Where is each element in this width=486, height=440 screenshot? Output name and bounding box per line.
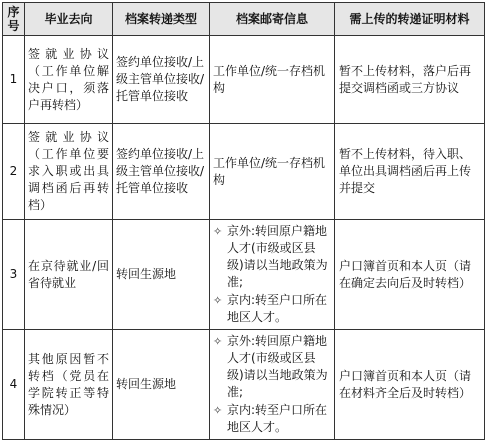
row-number: 3 <box>3 220 25 330</box>
bullet-text: 京内:转至户口所在地区人才。 <box>227 402 328 434</box>
row-materials: 暂不上传材料，待入职、单位出具调档函后再上传并提交 <box>335 124 485 220</box>
table-row <box>3 124 485 220</box>
row-number: 1 <box>3 36 25 124</box>
row-destination: 签就业协议（工作单位解决户口，须落户再转档） <box>25 36 113 124</box>
diamond-star-icon: ✧ <box>213 293 223 307</box>
row-transfer-type: 签约单位接收/上级主管单位接收/托管单位接收 <box>113 124 210 220</box>
archive-transfer-table <box>2 2 485 440</box>
header-destination: 毕业去向 <box>25 3 113 36</box>
row-mailing-info: 工作单位/统一存档机构 <box>210 124 335 220</box>
bullet-text: 京内:转至户口所在地区人才。 <box>227 292 328 324</box>
table-row <box>3 220 485 330</box>
row-mailing-info: 工作单位/统一存档机构 <box>210 36 335 124</box>
mailing-bullet-list <box>213 223 331 326</box>
row-destination: 其他原因暂不转档（党员在学院转正等特殊情况） <box>25 330 113 440</box>
list-item <box>213 292 331 326</box>
row-materials: 户口簿首页和本人页（请在材料齐全后及时转档） <box>335 330 485 440</box>
header-materials: 需上传的转递证明材料 <box>335 3 485 36</box>
row-materials: 户口簿首页和本人页（请在确定去向后及时转档） <box>335 220 485 330</box>
header-mailing-info: 档案邮寄信息 <box>210 3 335 36</box>
header-row <box>3 3 485 36</box>
list-item <box>213 402 331 436</box>
row-destination: 在京待就业/回省待就业 <box>25 220 113 330</box>
row-mailing-info <box>210 330 335 440</box>
diamond-star-icon: ✧ <box>213 224 223 238</box>
row-transfer-type: 签约单位接收/上级主管单位接收/托管单位接收 <box>113 36 210 124</box>
table-row <box>3 330 485 440</box>
diamond-star-icon: ✧ <box>213 334 223 348</box>
mailing-bullet-list <box>213 333 331 436</box>
list-item <box>213 333 331 401</box>
header-transfer-type: 档案转递类型 <box>113 3 210 36</box>
row-transfer-type: 转回生源地 <box>113 330 210 440</box>
row-transfer-type: 转回生源地 <box>113 220 210 330</box>
bullet-text: 京外:转回原户籍地人才(市级或区县级)请以当地政策为准; <box>227 223 328 289</box>
row-materials: 暂不上传材料，落户后再提交调档函或三方协议 <box>335 36 485 124</box>
table-header <box>3 3 485 36</box>
list-item <box>213 223 331 291</box>
table-body <box>3 36 485 440</box>
row-number: 4 <box>3 330 25 440</box>
row-destination: 签就业协议（工作单位要求入职或出具调档函后再转档） <box>25 124 113 220</box>
bullet-text: 京外:转回原户籍地人才(市级或区县级)请以当地政策为准; <box>227 333 328 399</box>
table-row <box>3 36 485 124</box>
diamond-star-icon: ✧ <box>213 403 223 417</box>
row-number: 2 <box>3 124 25 220</box>
row-mailing-info <box>210 220 335 330</box>
header-no: 序号 <box>3 3 25 36</box>
